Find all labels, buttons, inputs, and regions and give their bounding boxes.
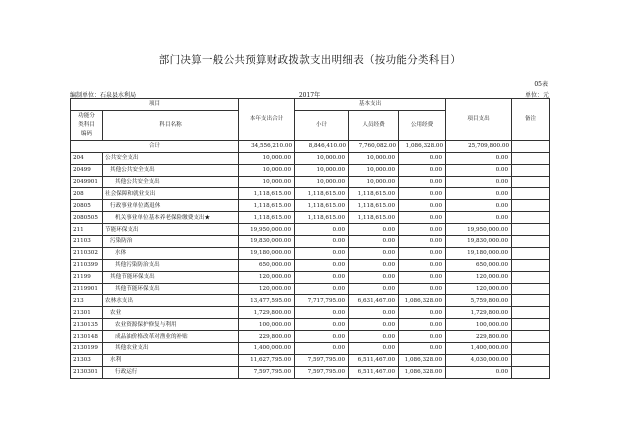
row-project: 4,030,000.00 [446, 354, 512, 366]
row-project: 0.00 [446, 200, 512, 212]
row-personnel: 6,631,467.00 [349, 295, 399, 307]
table-number: 05表 [534, 81, 548, 88]
row-code: 21103 [71, 236, 103, 248]
row-total: 13,477,595.00 [239, 295, 295, 307]
row-total: 100,000.00 [239, 319, 295, 331]
row-subtotal: 0.00 [295, 271, 349, 283]
row-subtotal: 0.00 [295, 319, 349, 331]
row-code: 20805 [71, 200, 103, 212]
row-total: 19,830,000.00 [239, 236, 295, 248]
table-row [71, 176, 550, 188]
row-personnel: 1,118,615.00 [349, 212, 399, 224]
row-public: 1,086,328.00 [399, 366, 446, 378]
row-note [512, 283, 550, 295]
row-subtotal: 7,597,795.00 [295, 354, 349, 366]
row-total: 1,118,615.00 [239, 188, 295, 200]
row-project: 120,000.00 [446, 271, 512, 283]
row-personnel: 1,118,615.00 [349, 188, 399, 200]
table-row [71, 200, 550, 212]
table-row [71, 164, 550, 176]
row-subtotal: 10,000.00 [295, 152, 349, 164]
row-name: 节能环保支出 [103, 224, 239, 236]
table-row [71, 319, 550, 331]
total-total: 34,556,210.00 [239, 140, 295, 152]
row-public: 0.00 [399, 343, 446, 355]
row-subtotal: 0.00 [295, 331, 349, 343]
row-total: 10,000.00 [239, 152, 295, 164]
table-row [71, 366, 550, 378]
row-public: 0.00 [399, 307, 446, 319]
row-code: 2130199 [71, 343, 103, 355]
row-public: 0.00 [399, 200, 446, 212]
row-name: 行政运行 [103, 366, 239, 378]
row-subtotal: 0.00 [295, 343, 349, 355]
row-note [512, 247, 550, 259]
row-code: 211 [71, 224, 103, 236]
table-row [71, 271, 550, 283]
header-note: 备注 [512, 99, 550, 141]
row-name: 污染防治 [103, 236, 239, 248]
row-note [512, 188, 550, 200]
row-note [512, 319, 550, 331]
row-subtotal: 1,118,615.00 [295, 212, 349, 224]
row-note [512, 366, 550, 378]
row-code: 21303 [71, 354, 103, 366]
row-code: 208 [71, 188, 103, 200]
header-project-exp: 项目支出 [446, 99, 512, 141]
row-code: 21301 [71, 307, 103, 319]
row-name: 其他农业支出 [103, 343, 239, 355]
row-personnel: 0.00 [349, 331, 399, 343]
row-project: 1,729,800.00 [446, 307, 512, 319]
row-subtotal: 0.00 [295, 247, 349, 259]
row-personnel: 10,000.00 [349, 176, 399, 188]
row-total: 120,000.00 [239, 283, 295, 295]
table-row [71, 295, 550, 307]
row-note [512, 271, 550, 283]
row-total: 1,729,800.00 [239, 307, 295, 319]
total-note [512, 140, 550, 152]
row-personnel: 0.00 [349, 224, 399, 236]
row-project: 120,000.00 [446, 283, 512, 295]
header-personnel: 人员经费 [349, 110, 399, 140]
table-row [71, 224, 550, 236]
row-total: 19,180,000.00 [239, 247, 295, 259]
row-note [512, 152, 550, 164]
row-name: 农林水支出 [103, 295, 239, 307]
row-note [512, 224, 550, 236]
row-public: 0.00 [399, 331, 446, 343]
row-subtotal: 10,000.00 [295, 176, 349, 188]
header-public: 公用经费 [399, 110, 446, 140]
row-name: 农业资源保护修复与利用 [103, 319, 239, 331]
header-code [71, 110, 103, 140]
row-note [512, 200, 550, 212]
row-subtotal: 0.00 [295, 283, 349, 295]
row-personnel: 0.00 [349, 271, 399, 283]
row-personnel: 6,511,467.00 [349, 366, 399, 378]
row-subtotal: 7,597,795.00 [295, 366, 349, 378]
row-name: 水体 [103, 247, 239, 259]
row-project: 0.00 [446, 212, 512, 224]
row-total: 1,118,615.00 [239, 212, 295, 224]
row-subtotal: 1,118,615.00 [295, 188, 349, 200]
row-note [512, 331, 550, 343]
row-name: 其他污染防治支出 [103, 259, 239, 271]
row-note [512, 236, 550, 248]
row-subtotal: 7,717,795.00 [295, 295, 349, 307]
row-public: 0.00 [399, 247, 446, 259]
row-subtotal: 0.00 [295, 224, 349, 236]
row-personnel: 0.00 [349, 343, 399, 355]
row-public: 0.00 [399, 271, 446, 283]
header-row-1 [71, 99, 550, 111]
row-name: 机关事业单位基本养老保险缴费支出★ [103, 212, 239, 224]
header-code-l1: 功能分 [78, 112, 95, 119]
row-code: 204 [71, 152, 103, 164]
row-project: 0.00 [446, 176, 512, 188]
row-personnel: 1,118,615.00 [349, 200, 399, 212]
row-public: 0.00 [399, 259, 446, 271]
row-total: 1,400,000.00 [239, 343, 295, 355]
row-name: 社会保障和就业支出 [103, 188, 239, 200]
row-note [512, 164, 550, 176]
row-personnel: 10,000.00 [349, 152, 399, 164]
row-total: 11,627,795.00 [239, 354, 295, 366]
row-public: 0.00 [399, 164, 446, 176]
row-total: 229,800.00 [239, 331, 295, 343]
row-name: 其他公共安全支出 [103, 176, 239, 188]
row-name: 其他节能环保支出 [103, 283, 239, 295]
row-code: 2110302 [71, 247, 103, 259]
table-row [71, 236, 550, 248]
row-total: 120,000.00 [239, 271, 295, 283]
row-project: 5,759,800.00 [446, 295, 512, 307]
row-public: 0.00 [399, 188, 446, 200]
row-project: 0.00 [446, 366, 512, 378]
total-project: 25,709,800.00 [446, 140, 512, 152]
total-personnel: 7,760,082.00 [349, 140, 399, 152]
row-personnel: 0.00 [349, 247, 399, 259]
row-code: 2119901 [71, 283, 103, 295]
row-name: 行政事业单位离退休 [103, 200, 239, 212]
row-project: 0.00 [446, 152, 512, 164]
row-personnel: 0.00 [349, 259, 399, 271]
row-public: 1,086,328.00 [399, 354, 446, 366]
table-row [71, 354, 550, 366]
row-public: 0.00 [399, 212, 446, 224]
row-public: 0.00 [399, 176, 446, 188]
table-row [71, 259, 550, 271]
row-name: 其他公共安全支出 [103, 164, 239, 176]
row-note [512, 212, 550, 224]
header-project: 项目 [71, 99, 239, 111]
row-name: 农业 [103, 307, 239, 319]
row-public: 0.00 [399, 152, 446, 164]
row-subtotal: 10,000.00 [295, 164, 349, 176]
report-title: 部门决算一般公共预算财政拨款支出明细表（按功能分类科目） [158, 54, 462, 66]
row-public: 0.00 [399, 319, 446, 331]
row-project: 19,830,000.00 [446, 236, 512, 248]
row-subtotal: 1,118,615.00 [295, 200, 349, 212]
row-subtotal: 0.00 [295, 307, 349, 319]
header-code-l3: 编码 [80, 130, 93, 137]
header-name: 科目名称 [103, 110, 239, 140]
org-label: 编制单位：石泉县水利局 [70, 92, 137, 99]
row-total: 10,000.00 [239, 176, 295, 188]
row-total: 1,118,615.00 [239, 200, 295, 212]
row-code: 21199 [71, 271, 103, 283]
row-project: 0.00 [446, 188, 512, 200]
total-label: 合计 [71, 140, 239, 152]
row-personnel: 0.00 [349, 283, 399, 295]
row-code: 2080505 [71, 212, 103, 224]
row-code: 2110399 [71, 259, 103, 271]
row-name: 其他节能环保支出 [103, 271, 239, 283]
row-personnel: 0.00 [349, 319, 399, 331]
unit-label: 单位：元 [524, 92, 549, 99]
year-label: 2017年 [298, 92, 321, 99]
row-note [512, 343, 550, 355]
total-subtotal: 8,846,410.00 [295, 140, 349, 152]
row-project: 100,000.00 [446, 319, 512, 331]
row-code: 2130148 [71, 331, 103, 343]
row-name: 成品油价格改革对渔业的补贴 [103, 331, 239, 343]
row-public: 0.00 [399, 236, 446, 248]
row-note [512, 354, 550, 366]
row-project: 19,180,000.00 [446, 247, 512, 259]
row-total: 650,000.00 [239, 259, 295, 271]
table-row [71, 343, 550, 355]
row-personnel: 0.00 [349, 307, 399, 319]
header-code-l2: 类科目 [78, 121, 95, 128]
row-code: 2049901 [71, 176, 103, 188]
row-total: 10,000.00 [239, 164, 295, 176]
row-note [512, 259, 550, 271]
row-total: 7,597,795.00 [239, 366, 295, 378]
row-name: 水利 [103, 354, 239, 366]
row-note [512, 307, 550, 319]
row-personnel: 0.00 [349, 236, 399, 248]
row-code: 2130135 [71, 319, 103, 331]
row-subtotal: 0.00 [295, 259, 349, 271]
row-code: 2130301 [71, 366, 103, 378]
row-personnel: 10,000.00 [349, 164, 399, 176]
header-basic: 基本支出 [295, 99, 446, 111]
row-total: 19,950,000.00 [239, 224, 295, 236]
table-row [71, 331, 550, 343]
row-project: 1,400,000.00 [446, 343, 512, 355]
row-note [512, 295, 550, 307]
row-public: 1,086,328.00 [399, 295, 446, 307]
header-subtotal: 小计 [295, 110, 349, 140]
table-row [71, 283, 550, 295]
total-public: 1,086,328.00 [399, 140, 446, 152]
total-row [71, 140, 550, 152]
row-project: 650,000.00 [446, 259, 512, 271]
header-total: 本年支出合计 [239, 99, 295, 141]
row-note [512, 176, 550, 188]
row-name: 公共安全支出 [103, 152, 239, 164]
row-code: 20499 [71, 164, 103, 176]
table-row [71, 212, 550, 224]
table-row [71, 247, 550, 259]
row-project: 0.00 [446, 164, 512, 176]
table-row [71, 307, 550, 319]
row-personnel: 6,511,467.00 [349, 354, 399, 366]
table-row [71, 152, 550, 164]
row-project: 229,800.00 [446, 331, 512, 343]
row-code: 213 [71, 295, 103, 307]
expenditure-table [70, 98, 550, 379]
row-public: 0.00 [399, 224, 446, 236]
row-subtotal: 0.00 [295, 236, 349, 248]
table-row [71, 188, 550, 200]
row-project: 19,950,000.00 [446, 224, 512, 236]
row-public: 0.00 [399, 283, 446, 295]
